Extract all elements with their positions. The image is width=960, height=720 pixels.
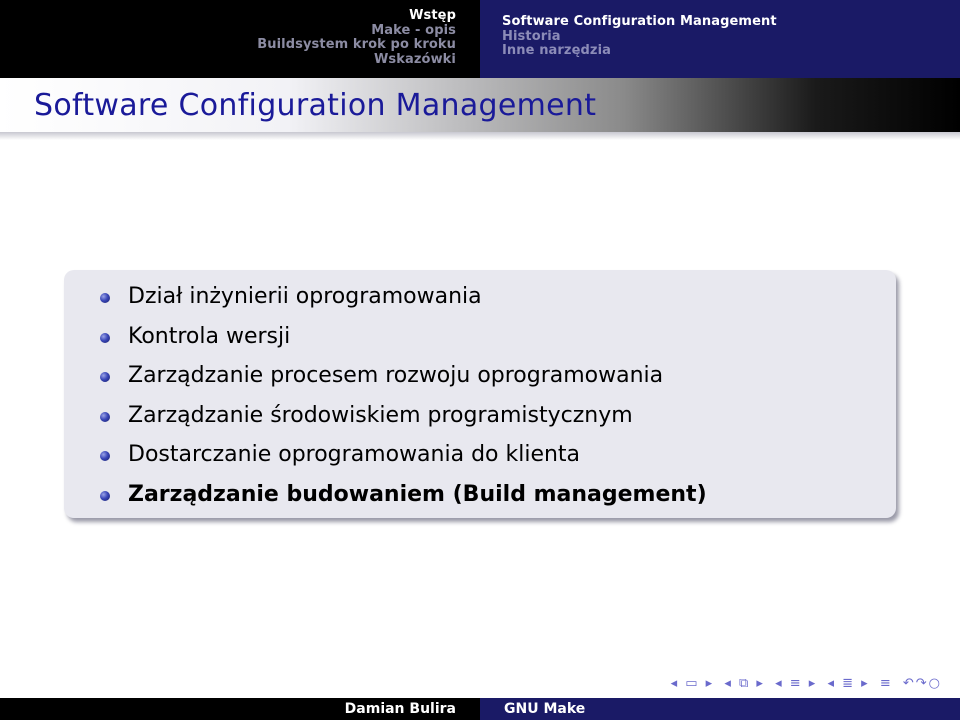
list-item-text: Zarządzanie budowaniem (Build management) — [128, 481, 707, 507]
footer-short-title: GNU Make — [504, 701, 586, 717]
nav-subsection-inne[interactable]: Inne narzędzia — [502, 43, 612, 58]
bullet-icon — [100, 491, 110, 501]
list-item-highlighted — [98, 480, 707, 520]
content-block — [64, 270, 896, 518]
list-item-text: Dostarczanie oprogramowania do klienta — [128, 442, 581, 467]
subsection-navigation — [480, 0, 960, 78]
nav-section-buildsystem[interactable]: Buildsystem krok po kroku — [257, 37, 456, 52]
footer-title-bar — [480, 698, 960, 720]
list-item-text: Zarządzanie procesem rozwoju oprogramowania — [128, 363, 664, 388]
list-item — [98, 361, 707, 401]
list-item-text: Zarządzanie środowiskiem programistycznym — [128, 402, 633, 428]
nav-section-make-opis[interactable]: Make - opis — [371, 22, 456, 38]
frame-title-bar — [0, 78, 960, 132]
bullet-icon — [100, 451, 110, 461]
nav-section-wskazowki[interactable]: Wskazówki — [373, 51, 456, 67]
section-nav-icon[interactable]: ◂ ≣ ▸ — [827, 676, 870, 691]
list-item-text: Dział inżynierii oprogramowania — [128, 284, 482, 309]
frame-title: Software Configuration Management — [34, 88, 597, 123]
search-icon[interactable]: ↶↷○ — [902, 676, 942, 691]
footer-author: Damian Bulira — [344, 701, 456, 717]
bullet-icon — [100, 372, 110, 382]
list-item — [98, 440, 707, 480]
footer-author-bar — [0, 698, 480, 720]
bullet-icon — [100, 333, 110, 343]
slide-nav-icon[interactable]: ◂ ▭ ▸ — [670, 676, 715, 691]
nav-subsection-historia[interactable]: Historia — [502, 28, 561, 44]
navigation-symbols — [671, 676, 946, 694]
section-navigation — [0, 0, 480, 78]
bullet-icon — [100, 293, 110, 303]
list-item — [98, 282, 707, 322]
list-item-text: Kontrola wersji — [128, 323, 291, 349]
nav-subsection-scm[interactable]: Software Configuration Management — [502, 14, 777, 29]
list-item — [98, 401, 707, 441]
frame-nav-icon[interactable]: ◂ ⧉ ▸ — [724, 676, 765, 691]
list-item — [98, 322, 707, 362]
title-bar-shadow — [0, 132, 960, 140]
subsection-nav-icon[interactable]: ◂ ≡ ▸ — [775, 676, 818, 691]
bullet-list — [98, 282, 707, 519]
bullet-icon — [100, 412, 110, 422]
align-icon[interactable]: ≡ — [879, 676, 893, 691]
nav-section-wstep[interactable]: Wstęp — [409, 8, 456, 23]
